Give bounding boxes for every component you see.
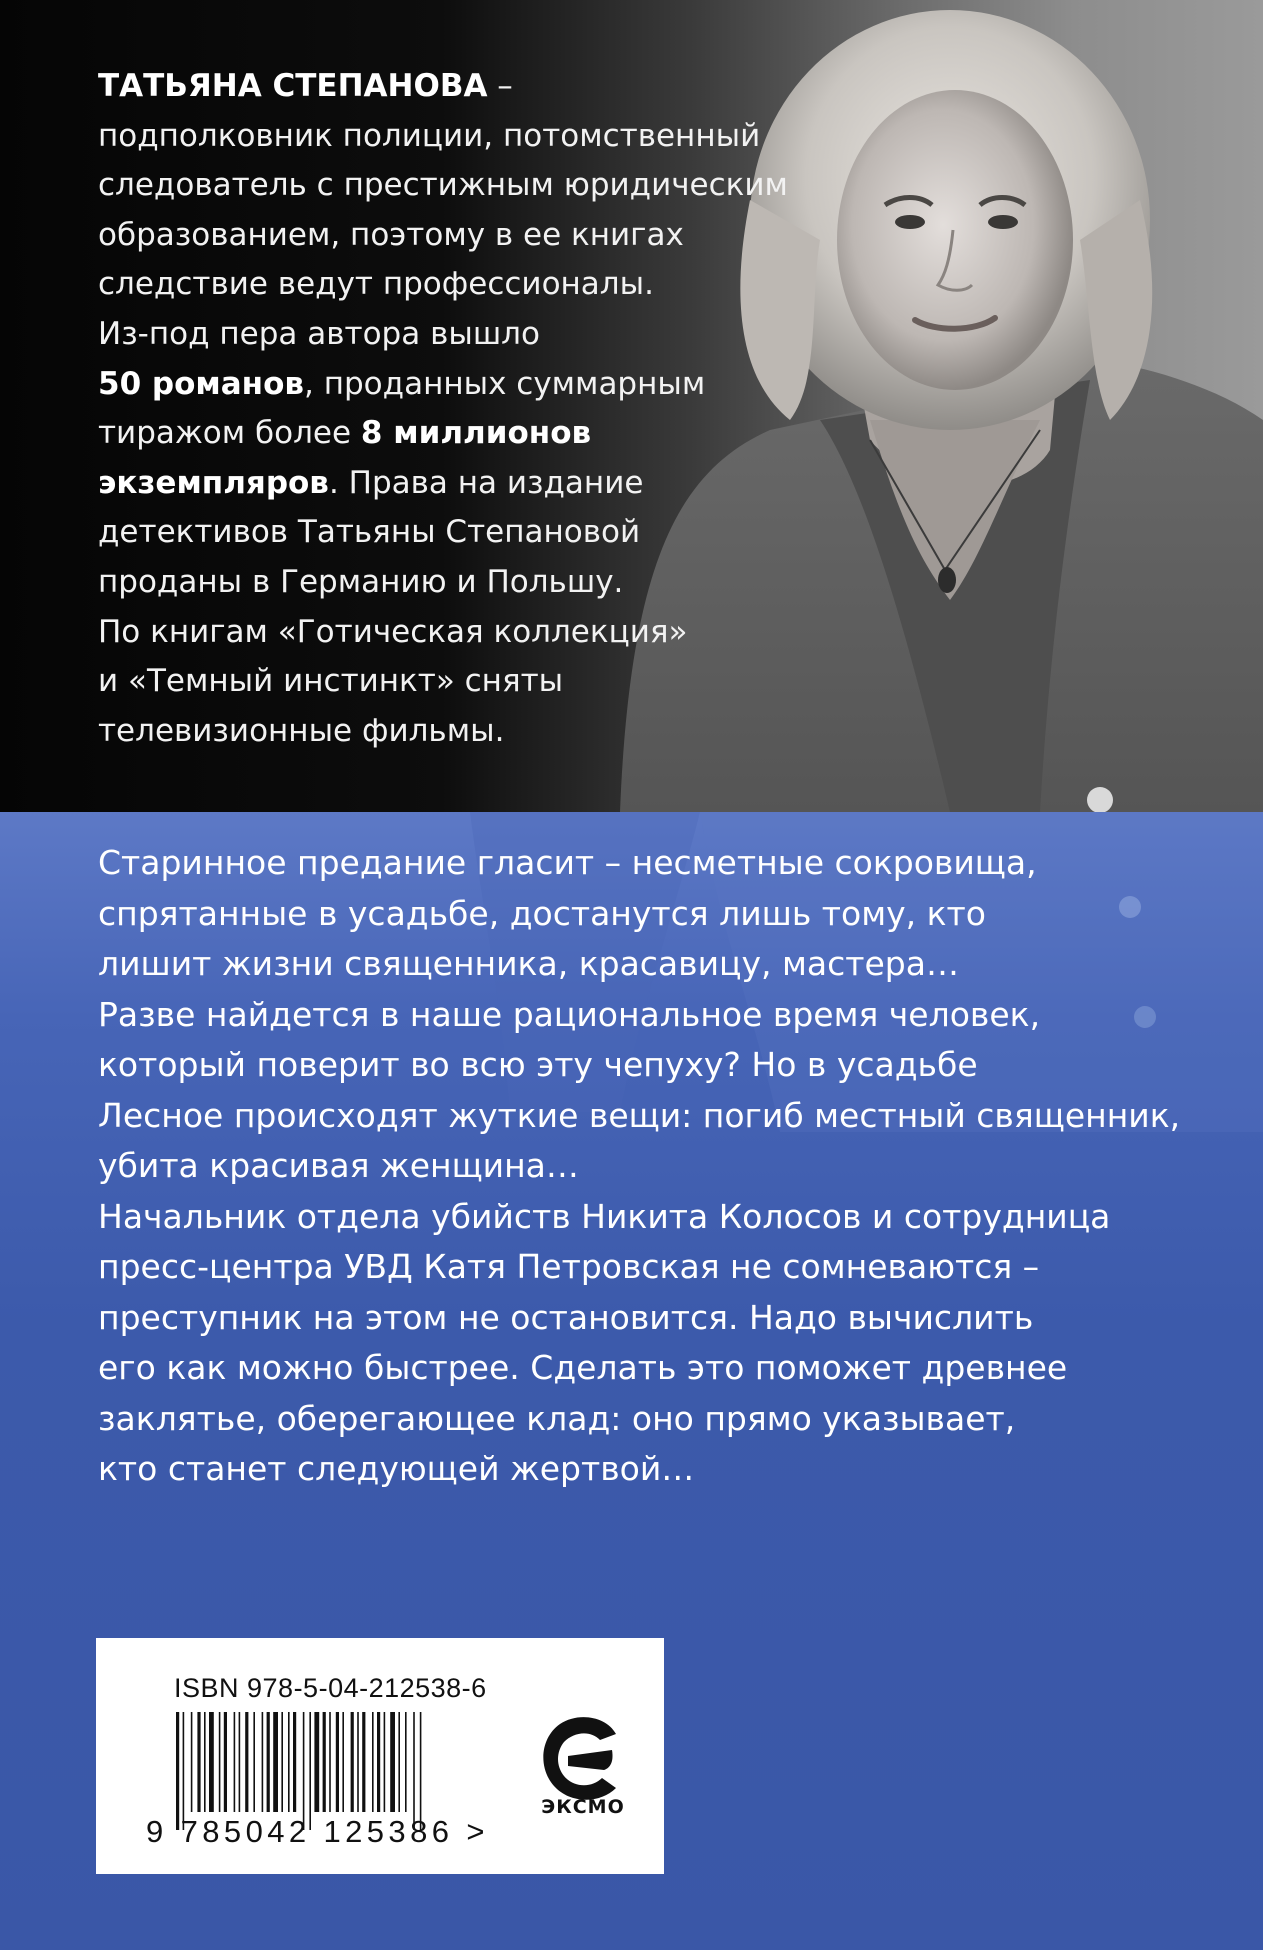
author-bio-line (98, 459, 738, 509)
text-run: и «Темный инстинкт» сняты (98, 663, 564, 700)
text-run: . Права на издание (328, 464, 644, 501)
barcode-bar (336, 1712, 339, 1812)
barcode-bar (405, 1712, 407, 1812)
publisher-name: ЭКСМО (541, 1796, 625, 1818)
book-annotation (98, 838, 1198, 1495)
author-bio-line (98, 657, 738, 707)
author-bio-line (98, 707, 738, 757)
bold-text: 8 миллионов (360, 415, 592, 452)
barcode-bar (303, 1712, 305, 1830)
barcode-bar (413, 1712, 415, 1830)
barcode-bar (191, 1712, 193, 1812)
isbn-barcode-panel (96, 1638, 664, 1874)
text-run: следствие ведут профессионалы. (98, 266, 654, 303)
annotation-line: лишит жизни священника, красавицу, мастера… (98, 944, 959, 983)
text-run: проданы в Германию и Польшу. (98, 563, 624, 600)
barcode-bar (273, 1712, 278, 1812)
barcode-bar (239, 1712, 241, 1812)
text-run: тиражом более (98, 415, 361, 452)
author-bio-line (98, 508, 738, 558)
barcode-bar (224, 1712, 227, 1812)
barcode-bar (288, 1712, 290, 1812)
annotation-line: Разве найдется в наше рациональное время человек, (98, 994, 1041, 1034)
text-run: детективов Татьяны Степановой (98, 514, 641, 551)
barcode-bar (398, 1712, 400, 1812)
barcode-bar (281, 1712, 283, 1812)
author-bio-line (98, 211, 738, 261)
barcode-bar (219, 1712, 221, 1812)
barcode-bar (293, 1712, 296, 1812)
author-bio-line (98, 112, 761, 162)
bold-text: ТАТЬЯНА СТЕПАНОВА (98, 68, 488, 104)
barcode-bar (390, 1712, 395, 1812)
bold-text: экземпляров (98, 464, 329, 501)
annotation-line: заклятье, оберегающее клад: оно прямо указывает, (98, 1398, 1016, 1438)
barcode-bar (204, 1712, 206, 1812)
author-bio (98, 62, 788, 756)
barcode-bar (262, 1712, 264, 1812)
barcode-bar (209, 1712, 214, 1812)
author-bio-line (98, 310, 738, 360)
author-bio-line (98, 608, 738, 658)
barcode-bar (309, 1712, 311, 1830)
author-bio-line (98, 161, 788, 211)
barcode-bar (342, 1712, 344, 1812)
text-run: – (487, 68, 513, 104)
annotation-line: его как можно быстрее. Сделать это поможет древнее (98, 1348, 1068, 1387)
barcode-bar (420, 1712, 422, 1830)
annotation-line: убита красивая женщина… (98, 1146, 579, 1185)
annotation-line: пресс-центра УВД Катя Петровская не сомневаются – (98, 1247, 1040, 1286)
text-run: образованием, поэтому в ее книгах (98, 216, 684, 253)
text-run: Из-под пера автора вышло (98, 315, 540, 352)
barcode-bar (183, 1712, 185, 1830)
annotation-line: который поверит во всю эту чепуху? Но в усадьбе (98, 1045, 978, 1084)
text-run: следователь с престижным юридическим (98, 167, 788, 204)
barcode (176, 1712, 476, 1830)
annotation-line: Старинное предание гласит – несметные сокровища, (98, 843, 1037, 882)
barcode-bar (253, 1712, 255, 1812)
barcode-bar (377, 1712, 380, 1812)
isbn-text: ISBN 978-5-04-212538-6 (174, 1673, 487, 1703)
barcode-bar (245, 1712, 248, 1812)
barcode-bar (267, 1712, 270, 1812)
bold-text: 50 романов (98, 365, 305, 402)
barcode-bar (314, 1712, 319, 1812)
text-run: подполковник полиции, потомственный (98, 117, 761, 154)
author-bio-line (98, 409, 738, 459)
barcode-bar (372, 1712, 374, 1812)
barcode-bar (362, 1712, 365, 1812)
barcode-digits: 9 785042 125386 > (146, 1814, 489, 1849)
text-run: , проданных суммарным (304, 365, 706, 402)
barcode-bar (197, 1712, 200, 1812)
text-run: телевизионные фильмы. (98, 712, 505, 749)
author-bio-line (98, 260, 738, 310)
annotation-line: кто станет следующей жертвой… (98, 1449, 695, 1488)
barcode-bar (234, 1712, 236, 1812)
barcode-bar (323, 1712, 326, 1812)
barcode-bar (351, 1712, 354, 1812)
annotation-line: преступник на этом не остановится. Надо вычислить (98, 1297, 1034, 1337)
annotation-line: Лесное происходят жуткие вещи: погиб местный священник, (98, 1095, 1181, 1135)
text-run: По книгам «Готическая коллекция» (98, 613, 688, 650)
barcode-bar (329, 1712, 331, 1812)
annotation-line: Начальник отдела убийств Никита Колосов и сотрудница (98, 1196, 1111, 1236)
author-bio-line (98, 360, 738, 410)
barcode-bar (357, 1712, 359, 1812)
annotation-line: спрятанные в усадьбе, достанутся лишь тому, кто (98, 893, 986, 933)
barcode-bar (176, 1712, 179, 1830)
author-bio-line (98, 558, 738, 608)
author-bio-line (98, 62, 738, 112)
barcode-bar (384, 1712, 386, 1812)
